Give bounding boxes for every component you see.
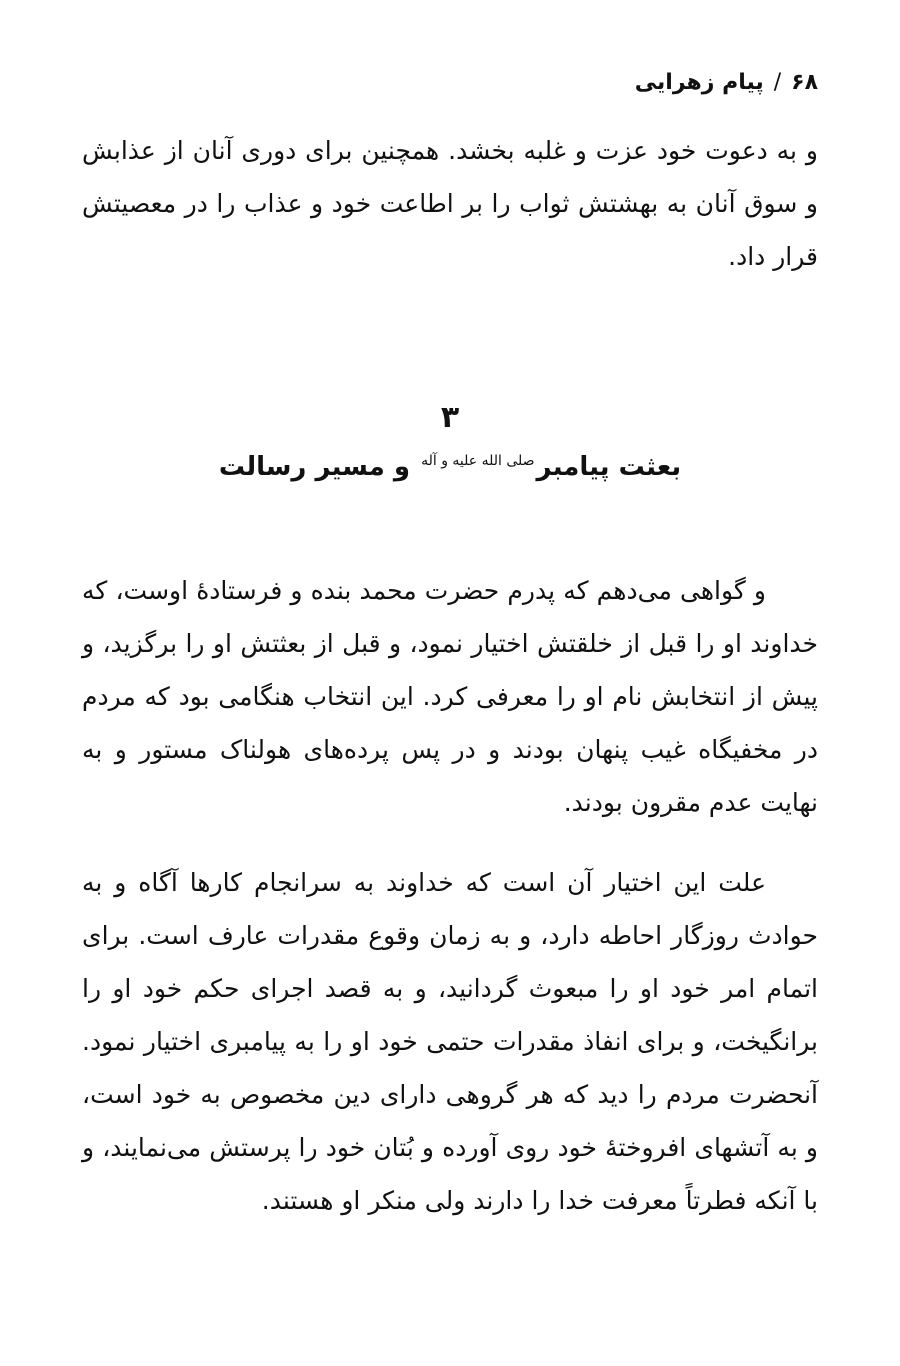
continued-paragraph [82,124,818,283]
body-paragraph-2 [82,856,818,1227]
page-number: ۶۸ [791,70,818,95]
header-separator: / [773,70,782,95]
section-title-part1: بعثت پیامبر [536,452,682,482]
body-paragraph-1 [82,564,818,829]
section-number: ۳ [440,400,460,435]
book-title: پیام زهرایی [634,70,764,95]
honorific-ligature: صلی الله علیه و آله [421,453,535,470]
section-title-part2: و مسیر رسالت [218,452,411,482]
paragraph-text: و گواهی می‌دهم که پدرم حضرت محمد بنده و فرستادهٔ اوست، که خداوند او را قبل از خلقتش اختیار نمود، و قبل از بعثتش او را برگزید، و پیش از انتخابش نام او را معرفی کرد. این انتخاب هنگامی بود که مردم در مخفیگاه غیب پنهان بودند و در پس پرده‌های هولناک مستور و به نهایت عدم مقرون بودند. [82,576,818,817]
running-header [635,70,818,95]
paragraph-text: و به دعوت خود عزت و غلبه بخشد. همچنین برای دوری آنان از عذابش و سوق آنان به بهشتش ثواب را بر اطاعت خود و عذاب را در معصیتش قرار داد. [82,136,818,271]
section-title [0,452,900,482]
paragraph-text: علت این اختیار آن است که خداوند به سرانجام کارها آگاه و به حوادث روزگار احاطه دارد، و به زمان وقوع مقدرات عارف است. برای اتمام امر خود او را مبعوث گردانید، و به قصد اجرای حکم خود او را برانگیخت، و برای انفاذ مقدرات حتمی خود او را به پیامبری اختیار نمود. آنحضرت مردم را دید که هر گروهی دارای دین مخصوص به خود است، و به آتشهای افروختهٔ خود روی آورده و بُتان خود را پرستش می‌نمایند، و با آنکه فطرتاً معرفت خدا را دارند ولی منکر او هستند. [82,868,818,1215]
